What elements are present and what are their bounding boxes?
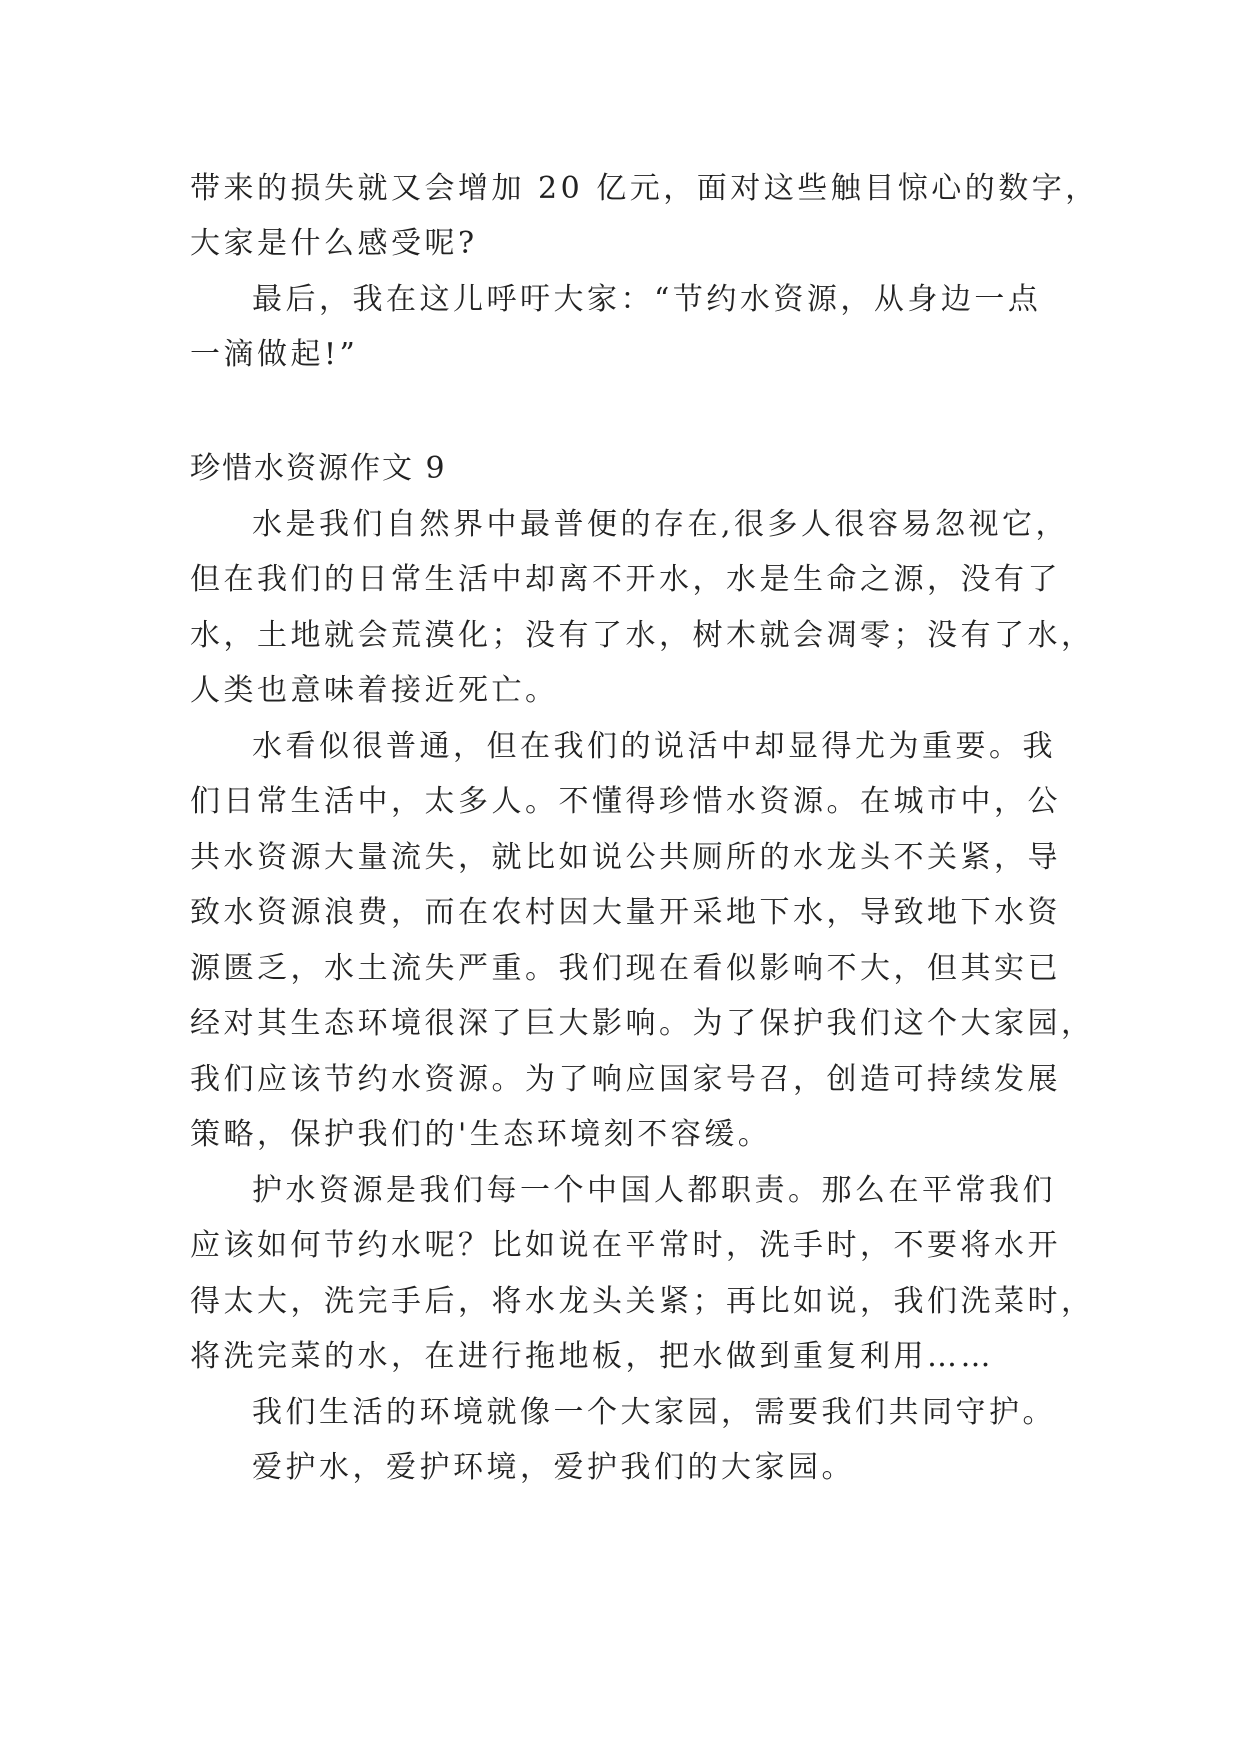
text-line: 源匮乏，水土流失严重。我们现在看似影响不大，但其实已 xyxy=(190,951,1061,986)
text-line: 们日常生活中，太多人。不懂得珍惜水资源。在城市中，公 xyxy=(190,784,1061,819)
text-line: 爱护水，爱护环境，爱护我们的大家园。 xyxy=(252,1450,855,1485)
text-line: 应该如何节约水呢？比如说在平常时，洗手时，不要将水开 xyxy=(190,1228,1061,1263)
text-line: 最后，我在这儿呼吁大家：“节约水资源，从身边一点 xyxy=(252,282,1042,317)
text-line: 护水资源是我们每一个中国人都职责。那么在平常我们 xyxy=(252,1173,1056,1208)
text-line: 大家是什么感受呢? xyxy=(190,226,478,261)
text-line: 得太大，洗完手后，将水龙头关紧；再比如说，我们洗菜时， xyxy=(190,1284,1095,1319)
text-line: 致水资源浪费，而在农村因大量开采地下水，导致地下水资 xyxy=(190,895,1061,930)
text-line: 水，土地就会荒漠化；没有了水，树木就会凋零；没有了水， xyxy=(190,618,1095,653)
text-line: 带来的损失就又会增加 20 亿元，面对这些触目惊心的数字， xyxy=(190,171,1099,206)
text-line: 但在我们的日常生活中却离不开水，水是生命之源，没有了 xyxy=(190,562,1061,597)
text-line: 共水资源大量流失，就比如说公共厕所的水龙头不关紧，导 xyxy=(190,840,1061,875)
text-line: 我们应该节约水资源。为了响应国家号召，创造可持续发展 xyxy=(190,1062,1061,1097)
text-line: 水是我们自然界中最普便的存在,很多人很容易忽视它， xyxy=(252,507,1070,542)
text-line: 一滴做起!” xyxy=(190,337,359,372)
text-line: 我们生活的环境就像一个大家园，需要我们共同守护。 xyxy=(252,1395,1056,1430)
text-line: 人类也意味着接近死亡。 xyxy=(190,673,559,708)
text-line: 经对其生态环境很深了巨大影响。为了保护我们这个大家园， xyxy=(190,1006,1095,1041)
text-line: 将洗完菜的水，在进行拖地板，把水做到重复利用…… xyxy=(190,1339,994,1374)
text-line: 策略，保护我们的'生态环境刻不容缓。 xyxy=(190,1117,772,1152)
text-line: 水看似很普通，但在我们的说活中却显得尤为重要。我 xyxy=(252,729,1056,764)
section-heading: 珍惜水资源作文 9 xyxy=(190,451,447,486)
